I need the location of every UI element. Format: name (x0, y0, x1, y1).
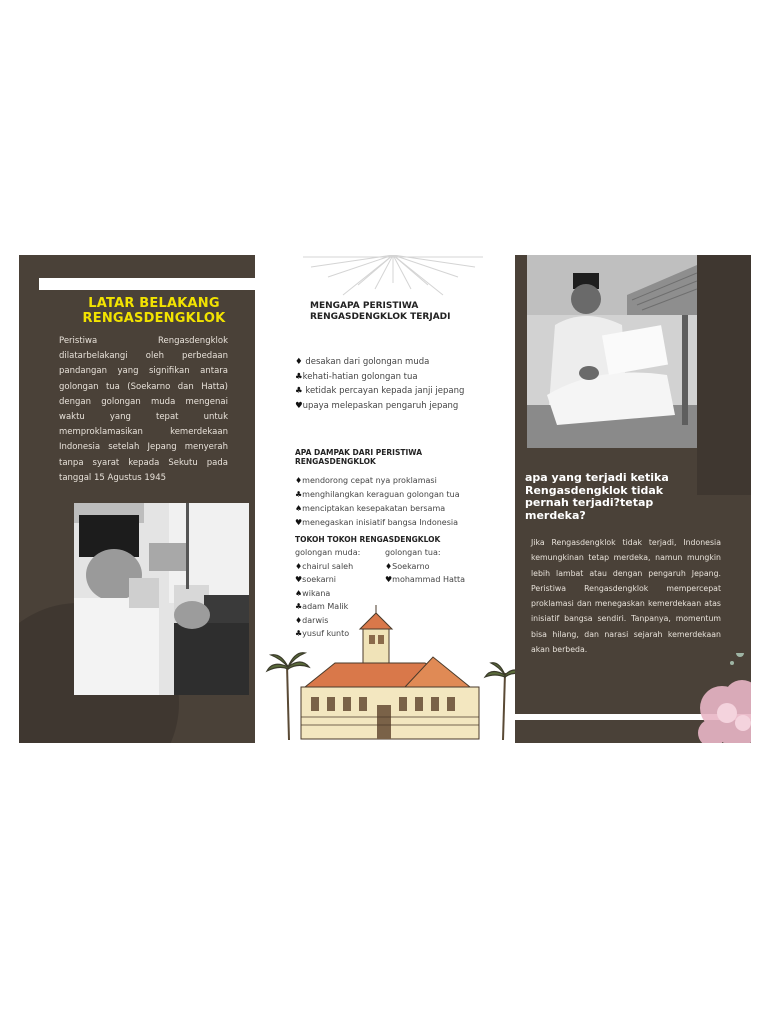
figures-heading: TOKOH TOKOH RENGASDENGKLOK (295, 535, 441, 544)
list-item-text: wikana (302, 588, 331, 598)
list-item-text: yusuf kunto (302, 629, 350, 638)
old-group-label: golongan tua: (385, 548, 441, 557)
middle-panel (255, 255, 515, 743)
list-item-text: ketidak percayan kepada janji jepang (302, 386, 465, 396)
list-item (295, 370, 480, 385)
spade-icon: ♠ (295, 588, 303, 598)
list-item (295, 502, 485, 516)
reasons-list (295, 355, 480, 413)
impact-heading-line2: RENGASDENGKLOK (295, 457, 376, 466)
heart-icon: ♥ (295, 575, 303, 584)
left-title-line2: RENGASDENGKLOK (82, 311, 226, 326)
right-title: apa yang terjadi ketika Rengasdengklok tidak pernah terjadi?tetap merdeka? (525, 471, 669, 522)
list-item (385, 573, 485, 587)
old-group-column (385, 546, 485, 587)
why-heading-line1: MENGAPA PERISTIWA (310, 301, 419, 311)
list-item (295, 474, 485, 488)
impacts-list (295, 474, 485, 530)
club-icon: ♣ (295, 602, 303, 611)
decorative-block (697, 255, 751, 495)
list-item-text: menegaskan inisiatif bangsa Indonesia (302, 518, 458, 527)
list-item (295, 355, 480, 370)
heart-icon: ♥ (295, 400, 303, 411)
list-item-text: darwis (302, 615, 329, 625)
list-item-text: desakan dari golongan muda (302, 357, 430, 367)
club-icon: ♣ (295, 490, 303, 499)
right-panel (515, 255, 751, 743)
club-icon: ♣ (295, 386, 303, 396)
impact-heading (295, 448, 480, 466)
list-item (295, 399, 480, 414)
list-item-text: kehati-hatian golongan tua (302, 371, 418, 382)
pink-flower-decoration (687, 653, 751, 743)
list-item-text: mohammad Hatta (392, 575, 466, 584)
heart-icon: ♥ (295, 518, 303, 527)
list-item (295, 488, 485, 502)
building-illustration-icon (265, 605, 515, 743)
list-item (295, 384, 480, 399)
heart-icon: ♥ (385, 575, 393, 584)
list-item (385, 560, 485, 574)
list-item (295, 587, 385, 601)
list-item-text: Soekarno (392, 561, 430, 571)
sunburst-decoration (303, 255, 483, 300)
why-heading-line2: RENGASDENGKLOK TERJADI (310, 312, 451, 322)
list-item-text: adam Malik (302, 602, 349, 611)
left-title (59, 296, 249, 326)
left-title-line1: LATAR BELAKANG (88, 296, 220, 311)
young-group-label: golongan muda: (295, 548, 361, 557)
club-icon: ♣ (295, 371, 303, 382)
list-item-text: soekarni (302, 575, 336, 584)
list-item-text: menghilangkan keraguan golongan tua (302, 490, 460, 499)
historical-photo-soekarno (527, 255, 697, 448)
list-item (295, 573, 385, 587)
diamond-icon: ♦ (295, 561, 303, 571)
club-icon: ♣ (295, 629, 303, 638)
top-white-bar (39, 278, 255, 290)
spade-icon: ♠ (295, 504, 303, 513)
diamond-icon: ♦ (295, 615, 303, 625)
left-body-text: Peristiwa Rengasdengklok dilatarbelakangi oleh perbedaan pandangan yang signifikan antara golongan tua (Soekarno dan Hatta) dengan golongan muda mengenai waktu yang tepat untuk memproklamasikan kemerdekaan Indonesia setelah Jepang menyerah tanpa syarat kepada Sekutu pada tanggal 15 Agustus 1945 (59, 336, 228, 483)
list-item (295, 516, 485, 530)
list-item-text: upaya melepaskan pengaruh jepang (302, 400, 459, 411)
why-heading (310, 301, 495, 323)
diamond-icon: ♦ (295, 476, 303, 485)
diamond-icon: ♦ (385, 561, 393, 571)
list-item (295, 560, 385, 574)
impact-heading-line1: APA DAMPAK DARI PERISTIWA (295, 448, 422, 457)
list-item-text: menciptakan kesepakatan bersama (302, 504, 446, 513)
diamond-icon: ♦ (295, 357, 303, 367)
list-item-text: mendorong cepat nya proklamasi (302, 476, 437, 485)
historical-photo-drinking (74, 503, 249, 695)
left-panel (19, 255, 255, 743)
right-body-text: Jika Rengasdengklok tidak terjadi, Indonesia kemungkinan tetap merdeka, namun mungkin lebih lambat atau dengan pengaruh Jepang. Peristiwa Rengasdengklok mempercepat proklamasi dan menegaskan kemerdekaan atas inisiatif bangsa sendiri. Tanpanya, momentum bisa hilang, dan narasi sejarah kemerdekaan akan berbeda. (531, 538, 721, 655)
list-item-text: chairul saleh (302, 561, 354, 571)
